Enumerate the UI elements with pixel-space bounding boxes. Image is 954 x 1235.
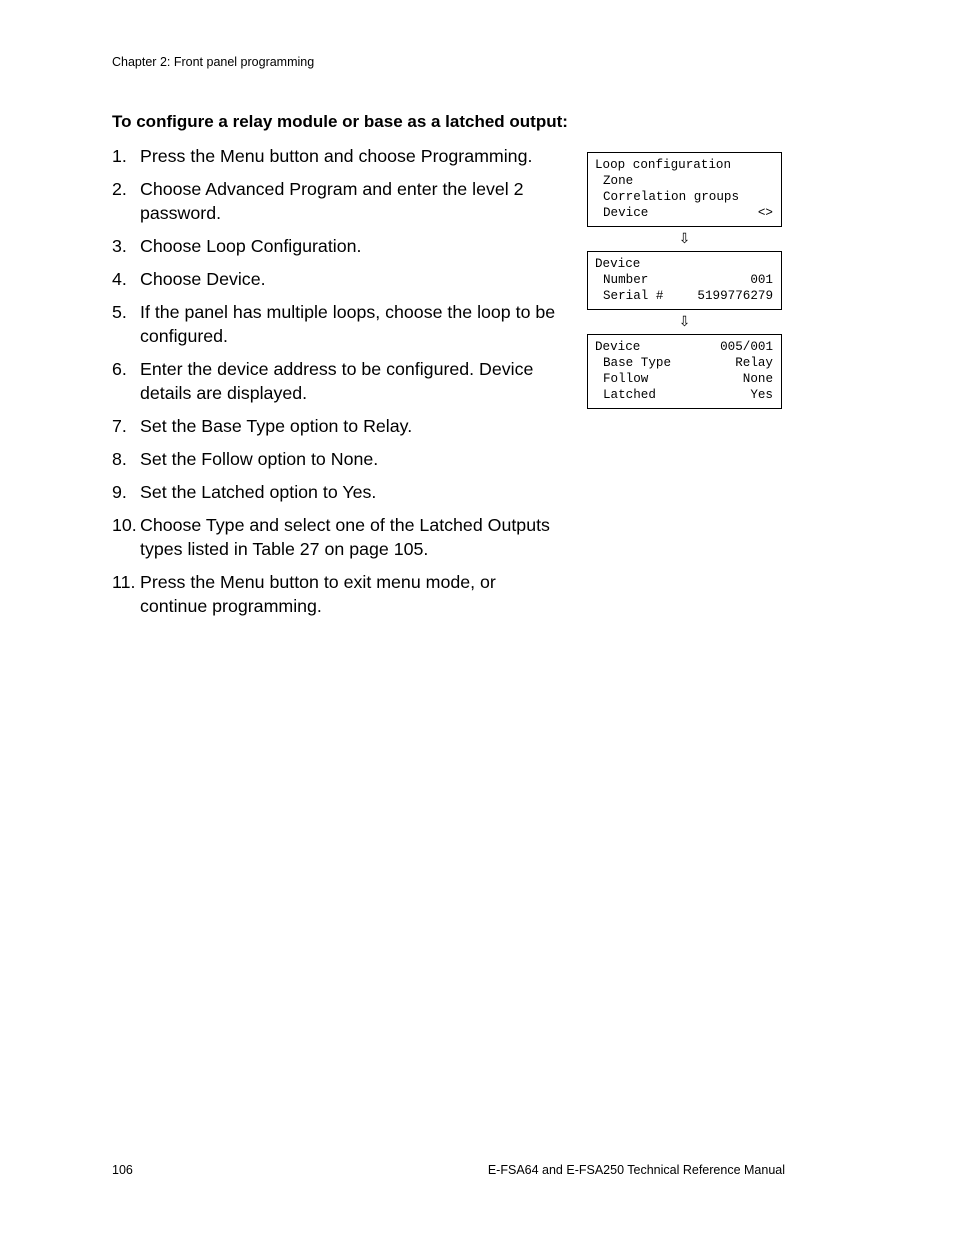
lcd-row [595,371,773,387]
lcd-row [595,189,773,205]
step-number: 5. [112,302,127,322]
lcd-value: Yes [750,388,773,402]
lcd-label: Device [603,206,649,220]
lcd-screen-device [587,251,782,310]
step-2 [112,177,562,225]
step-text: Set the Latched option to Yes. [140,482,377,502]
step-text: Choose Type and select one of the Latched Outputs types listed in Table 27 on page 105. [140,515,550,559]
step-text: Choose Advanced Program and enter the level 2 password. [140,179,524,223]
lcd-value: 001 [750,273,773,287]
lcd-label: Correlation groups [603,190,740,204]
procedure-title: To configure a relay module or base as a latched output: [112,112,568,131]
step-5 [112,300,562,348]
lcd-title-row [595,339,773,355]
step-9 [112,480,562,504]
step-11 [112,570,562,618]
step-10 [112,513,562,561]
step-number: 10. [112,515,137,535]
step-6 [112,357,562,405]
step-number: 6. [112,359,127,379]
lcd-label: Latched [603,388,656,402]
lcd-title-value: 005/001 [720,340,773,354]
lcd-title: Loop configuration [595,158,732,172]
step-1 [112,144,562,168]
page-number: 106 [112,1163,133,1177]
step-3 [112,234,562,258]
lcd-screen-sequence [587,152,782,409]
lcd-value: <> [757,206,773,220]
lcd-label: Base Type [603,356,672,370]
lcd-title: Device [595,340,641,354]
step-text: Press the Menu button and choose Programming. [140,146,533,166]
lcd-row [595,355,773,371]
step-text: Enter the device address to be configured. Device details are displayed. [140,359,534,403]
step-8 [112,447,562,471]
step-text: Press the Menu button to exit menu mode, or continue programming. [140,572,496,616]
step-number: 8. [112,449,127,469]
step-number: 2. [112,179,127,199]
step-text: Choose Loop Configuration. [140,236,362,256]
lcd-label: Zone [603,174,634,188]
lcd-row [595,205,773,221]
step-text: Set the Base Type option to Relay. [140,416,413,436]
step-7 [112,414,562,438]
arrow-down-icon: ⇩ [678,314,691,330]
arrow-down-icon: ⇩ [678,231,691,247]
lcd-title: Device [595,257,641,271]
step-number: 4. [112,269,127,289]
lcd-title-row [595,256,773,272]
lcd-label: Serial # [603,289,664,303]
step-number: 7. [112,416,127,436]
step-4 [112,267,562,291]
step-text: Choose Device. [140,269,266,289]
step-number: 11. [112,572,136,592]
lcd-row [595,288,773,304]
lcd-value: None [742,372,773,386]
step-number: 1. [112,146,127,166]
step-number: 3. [112,236,127,256]
lcd-row [595,272,773,288]
step-text: If the panel has multiple loops, choose the loop to be configured. [140,302,556,346]
lcd-value: Relay [735,356,773,370]
step-text: Set the Follow option to None. [140,449,379,469]
lcd-label: Number [603,273,649,287]
lcd-title-row [595,157,773,173]
running-head: Chapter 2: Front panel programming [112,55,315,69]
lcd-row [595,387,773,403]
lcd-screen-device-details [587,334,782,409]
procedure-steps [112,144,562,627]
lcd-value: 5199776279 [697,289,773,303]
manual-title: E-FSA64 and E-FSA250 Technical Reference Manual [487,1163,785,1177]
lcd-row [595,173,773,189]
step-number: 9. [112,482,127,502]
lcd-label: Follow [603,372,649,386]
lcd-screen-loop-configuration [587,152,782,227]
